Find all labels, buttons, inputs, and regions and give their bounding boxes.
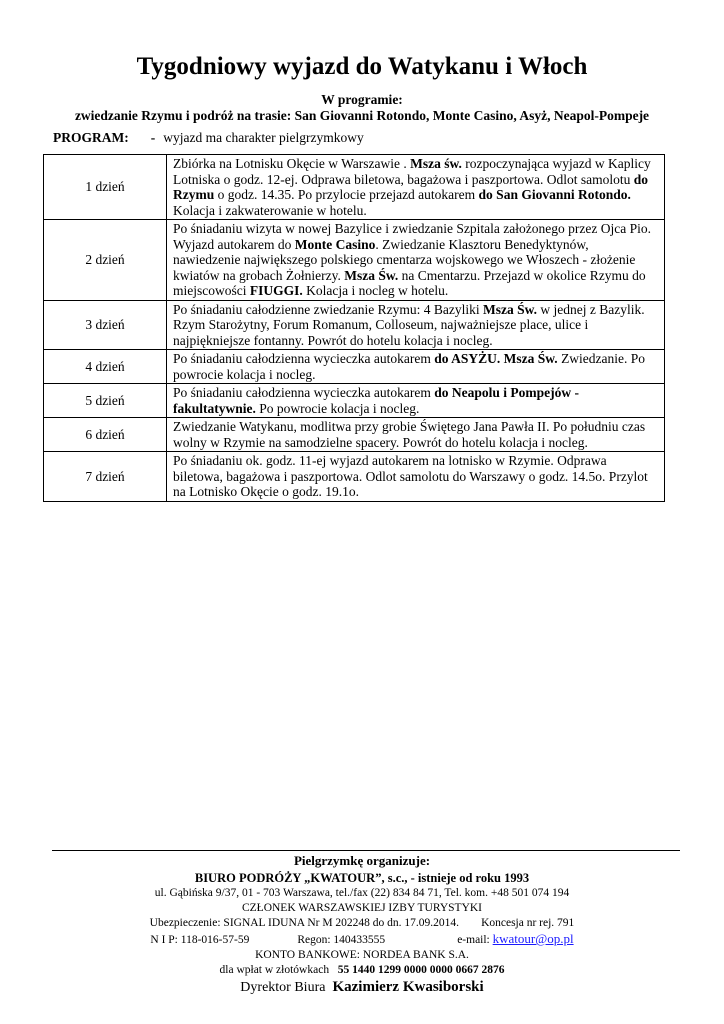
insurance-info: Ubezpieczenie: SIGNAL IDUNA Nr M 202248 do dn. 17.09.2014. bbox=[149, 917, 460, 929]
account-number: 55 1440 1299 0000 0000 0667 2876 bbox=[337, 964, 505, 976]
description-segment: Zwiedzanie. Po powrocie kolacja i nocleg. bbox=[173, 351, 646, 382]
description-segment: do Neapolu i Pompejów - fakultatywnie. bbox=[173, 385, 580, 416]
description-segment: Po powrocie kolacja i nocleg. bbox=[255, 400, 420, 416]
payments-label: dla wpłat w złotówkach bbox=[219, 964, 330, 976]
program-label: PROGRAM: bbox=[53, 130, 129, 145]
program-line bbox=[53, 130, 364, 146]
description-segment: do ASYŻU. Msza Św. bbox=[434, 351, 558, 366]
day-row bbox=[44, 220, 665, 301]
day-row bbox=[44, 452, 665, 502]
description-segment: Zwiedzanie Watykanu, modlitwa przy grobie Świętego Jana Pawła II. Po południu czas wolny w Rzymie na samodzielne spacery. Powrót do hotelu kolacja i nocleg. bbox=[173, 419, 646, 450]
email-link[interactable]: kwatour@op.pl bbox=[492, 931, 574, 946]
account-line bbox=[0, 963, 724, 978]
program-dash: - bbox=[150, 130, 156, 145]
day-row bbox=[44, 155, 665, 220]
page-title: Tygodniowy wyjazd do Watykanu i Włoch bbox=[136, 53, 588, 80]
program-subtitle: W programie: bbox=[321, 92, 403, 107]
director-line bbox=[0, 980, 724, 995]
description-segment: Po śniadaniu całodzienna wycieczka autokarem bbox=[173, 385, 435, 400]
description-segment: . Zwiedzanie Klasztoru Benedyktynów, nawiedzenie największego polskiego cmentarza wojskowego we Włoszech - złożenie kwiatów na grobach Żołnierzy. bbox=[173, 236, 636, 283]
footer bbox=[0, 853, 724, 995]
day-label: 2 dzień bbox=[44, 220, 167, 301]
description-segment: na Cmentarzu. Przejazd w okolice Rzymu do miejscowości bbox=[173, 267, 646, 298]
description-segment: Po śniadaniu ok. godz. 11-ej wyjazd autokarem na lotnisko w Rzymie. Odprawa biletowa, bagażowa i paszportowa. Odlot samolotu do Warszawy o godz. 14.5o. Przylot na Lotnisko Okęcie o godz. 19.1o. bbox=[173, 453, 648, 499]
description-segment: Monte Casino bbox=[294, 236, 376, 252]
day-label: 4 dzień bbox=[44, 350, 167, 384]
day-description bbox=[167, 384, 665, 418]
day-label: 6 dzień bbox=[44, 418, 167, 452]
day-description bbox=[167, 350, 665, 384]
description-segment: o godz. 14.35. Po przylocie przejazd autokarem bbox=[214, 187, 479, 202]
description-segment: Zbiórka na Lotnisku Okęcie w Warszawie . bbox=[173, 156, 411, 171]
program-note: wyjazd ma charakter pielgrzymkowy bbox=[163, 130, 364, 145]
footer-divider bbox=[52, 850, 680, 851]
day-label: 7 dzień bbox=[44, 452, 167, 502]
description-segment: Po śniadaniu całodzienne zwiedzanie Rzymu: 4 Bazyliki bbox=[173, 301, 484, 317]
description-segment: do Rzymu bbox=[173, 171, 649, 202]
organizer-label: Pielgrzymkę organizuje: bbox=[293, 853, 431, 868]
day-label: 3 dzień bbox=[44, 300, 167, 350]
description-segment: Msza Św. bbox=[344, 267, 399, 283]
description-segment: FIUGGI. bbox=[249, 283, 303, 298]
insurance-line bbox=[0, 916, 724, 931]
day-label: 5 dzień bbox=[44, 384, 167, 418]
bank-info: KONTO BANKOWE: NORDEA BANK S.A. bbox=[255, 949, 469, 961]
membership: CZŁONEK WARSZAWSKIEJ IZBY TURYSTYKI bbox=[241, 902, 483, 914]
day-description bbox=[167, 418, 665, 452]
agency-name: BIURO PODRÓŻY „KWATOUR”, s.c., - istnieje od roku 1993 bbox=[194, 871, 530, 885]
day-row bbox=[44, 350, 665, 384]
day-description bbox=[167, 452, 665, 502]
director-name: Kazimierz Kwasiborski bbox=[332, 979, 484, 995]
description-segment: Kolacja i zakwaterowanie w hotelu. bbox=[173, 202, 367, 218]
description-segment: rozpoczynająca wyjazd w Kaplicy Lotniska o godz. 12-ej. Odprawa biletowa, bagażowa i paszportowa. Odlot samolotu bbox=[173, 156, 651, 187]
day-row bbox=[44, 300, 665, 350]
description-segment: Msza św. bbox=[410, 156, 462, 171]
description-segment: Kolacja i nocleg w hotelu. bbox=[302, 283, 449, 298]
program-table bbox=[43, 154, 665, 502]
day-row bbox=[44, 384, 665, 418]
email-label: e-mail: bbox=[457, 934, 490, 946]
day-description bbox=[167, 220, 665, 301]
day-label: 1 dzień bbox=[44, 155, 167, 220]
director-label: Dyrektor Biura bbox=[240, 980, 326, 995]
route-description: zwiedzanie Rzymu i podróż na trasie: San Giovanni Rotondo, Monte Casino, Asyż, Neapol-Pompeje bbox=[74, 108, 650, 123]
ids-line bbox=[0, 931, 724, 948]
description-segment: do San Giovanni Rotondo. bbox=[478, 187, 631, 202]
day-description bbox=[167, 155, 665, 220]
day-description bbox=[167, 300, 665, 350]
description-segment: Msza Św. bbox=[483, 301, 538, 317]
regon-info: Regon: 140433555 bbox=[297, 934, 386, 946]
description-segment: Po śniadaniu całodzienna wycieczka autokarem bbox=[173, 351, 435, 366]
day-row bbox=[44, 418, 665, 452]
agency-address: ul. Gąbińska 9/37, 01 - 703 Warszawa, tel./fax (22) 834 84 71, Tel. kom. +48 501 074 194 bbox=[154, 887, 570, 899]
license-info: Koncesja nr rej. 791 bbox=[481, 917, 575, 929]
description-segment: Po śniadaniu wizyta w nowej Bazylice i zwiedzanie Szpitala założonego przez Ojca Pio. Wyjazd autokarem do bbox=[173, 221, 651, 252]
description-segment: w jednej z Bazylik. Rzym Starożytny, Forum Romanum, Colloseum, najważniejsze place, ulice i najpiękniejsze fontanny. Powrót do hotelu kolacja i nocleg. bbox=[173, 301, 645, 348]
nip-info: N I P: 118-016-57-59 bbox=[150, 934, 250, 946]
